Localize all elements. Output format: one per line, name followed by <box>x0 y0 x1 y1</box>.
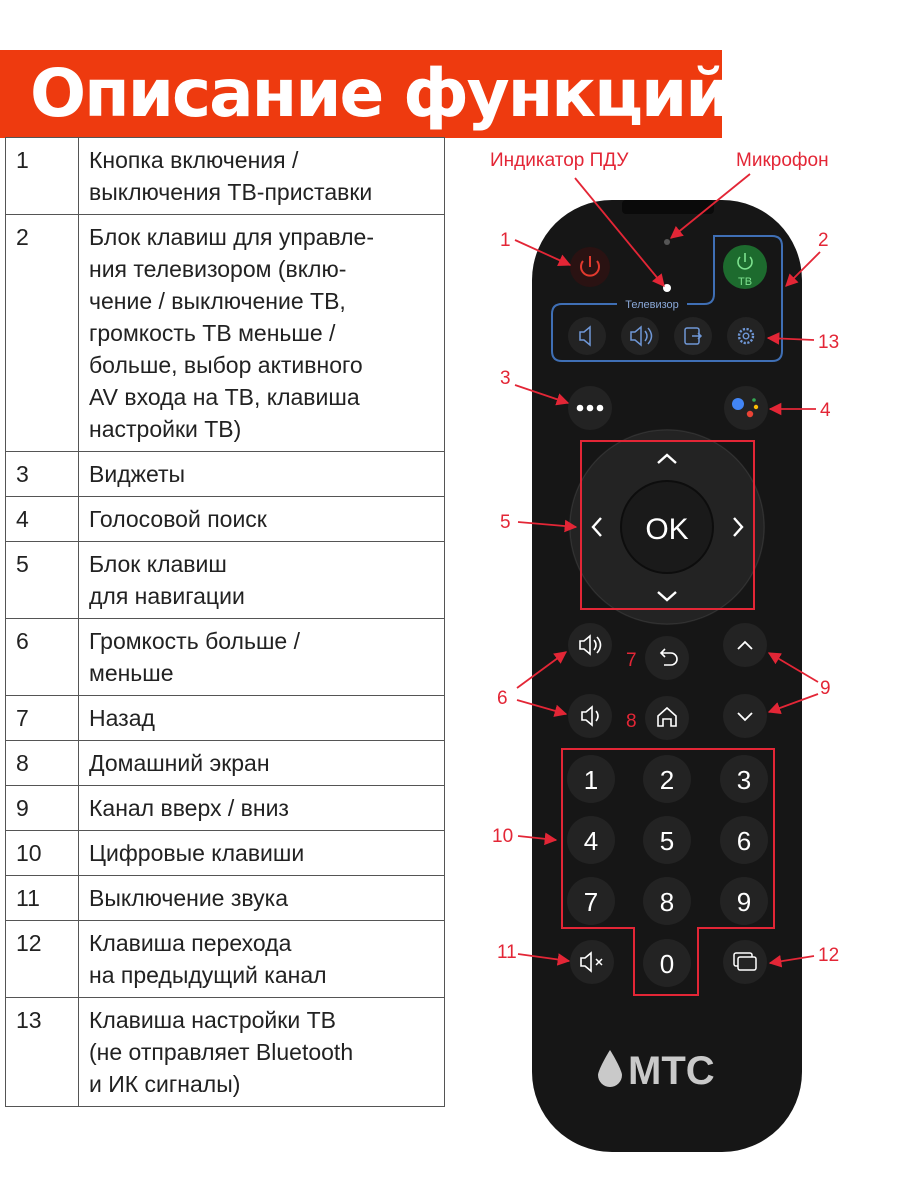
digit-4-button[interactable] <box>567 816 615 864</box>
function-description: Голосовой поиск <box>79 497 445 542</box>
function-number: 12 <box>6 921 79 998</box>
tv-power-button[interactable] <box>723 245 767 289</box>
callout-5: 5 <box>500 512 511 533</box>
ok-label: OK <box>645 513 689 546</box>
function-description: Клавиша перехода на предыдущий канал <box>79 921 445 998</box>
function-description: Клавиша настройки ТВ (не отправляет Bluetooth и ИК сигналы) <box>79 998 445 1107</box>
function-description: Блок клавиш для навигации <box>79 542 445 619</box>
callout-13: 13 <box>818 332 840 353</box>
tv-volume-down-button[interactable] <box>568 317 606 355</box>
function-number: 8 <box>6 741 79 786</box>
function-number: 9 <box>6 786 79 831</box>
callout-3: 3 <box>500 368 511 389</box>
callout-9: 9 <box>820 678 831 699</box>
function-number: 10 <box>6 831 79 876</box>
digit-label: 1 <box>583 765 599 795</box>
callout-2: 2 <box>818 230 829 251</box>
tv-settings-button[interactable] <box>727 317 765 355</box>
function-number: 13 <box>6 998 79 1107</box>
function-number: 4 <box>6 497 79 542</box>
digit-label: 9 <box>736 887 752 917</box>
callout-1: 1 <box>500 230 511 251</box>
indicator-label: Индикатор ПДУ <box>490 150 629 171</box>
callout-10: 10 <box>492 826 514 847</box>
function-description: Блок клавиш для управле- ния телевизором (вклю- чение / выключение ТВ, громкость ТВ меньше / больше, выбор активного AV входа на ТВ, клавиша настройки ТВ) <box>79 215 445 452</box>
previous-channel-button[interactable] <box>723 940 767 984</box>
ok-button[interactable] <box>621 481 713 573</box>
microphone-hole <box>664 239 670 245</box>
volume-up-button[interactable] <box>568 623 612 667</box>
function-description: Канал вверх / вниз <box>79 786 445 831</box>
channel-up-button[interactable] <box>723 623 767 667</box>
home-button[interactable] <box>645 696 689 740</box>
tv-input-button[interactable] <box>674 317 712 355</box>
function-description: Цифровые клавиши <box>79 831 445 876</box>
function-description: Выключение звука <box>79 876 445 921</box>
digit-label: 7 <box>583 887 599 917</box>
digit-2-button[interactable] <box>643 755 691 803</box>
digit-label: 2 <box>659 765 675 795</box>
power-button[interactable] <box>570 247 610 287</box>
digit-label: 3 <box>736 765 752 795</box>
digit-3-button[interactable] <box>720 755 768 803</box>
function-number: 7 <box>6 696 79 741</box>
function-number: 6 <box>6 619 79 696</box>
brand-label: МТС <box>628 1049 715 1093</box>
callout-7: 7 <box>626 650 637 671</box>
function-description: Виджеты <box>79 452 445 497</box>
function-description: Кнопка включения / выключения ТВ-приставки <box>79 138 445 215</box>
more-dots-icon <box>577 405 604 412</box>
digit-7-button[interactable] <box>567 877 615 925</box>
function-number: 1 <box>6 138 79 215</box>
callout-8: 8 <box>626 711 637 732</box>
voice-search-button[interactable] <box>724 386 768 430</box>
function-number: 5 <box>6 542 79 619</box>
digit-label: 0 <box>659 949 675 979</box>
function-description: Назад <box>79 696 445 741</box>
callout-11: 11 <box>497 942 517 963</box>
mute-button[interactable] <box>570 940 614 984</box>
function-number: 11 <box>6 876 79 921</box>
digit-8-button[interactable] <box>643 877 691 925</box>
widgets-button[interactable] <box>568 386 612 430</box>
back-button[interactable] <box>645 636 689 680</box>
function-number: 2 <box>6 215 79 452</box>
digit-label: 5 <box>659 826 675 856</box>
callout-6: 6 <box>497 688 508 709</box>
digit-1-button[interactable] <box>567 755 615 803</box>
callout-4: 4 <box>820 400 831 421</box>
tv-volume-up-button[interactable] <box>621 317 659 355</box>
tv-block-label: Телевизор <box>625 299 679 311</box>
digit-6-button[interactable] <box>720 816 768 864</box>
tv-button-label: ТВ <box>737 276 753 288</box>
volume-down-button[interactable] <box>568 694 612 738</box>
page-title: Описание функций <box>30 55 730 132</box>
callout-12: 12 <box>818 945 840 966</box>
function-number: 3 <box>6 452 79 497</box>
digit-9-button[interactable] <box>720 877 768 925</box>
remote-top-cap <box>622 200 714 214</box>
digit-label: 8 <box>659 887 675 917</box>
channel-down-button[interactable] <box>723 694 767 738</box>
digit-label: 6 <box>736 826 752 856</box>
digit-5-button[interactable] <box>643 816 691 864</box>
digit-label: 4 <box>583 826 599 856</box>
microphone-label: Микрофон <box>736 150 829 171</box>
function-description: Громкость больше / меньше <box>79 619 445 696</box>
digit-0-button[interactable] <box>643 939 691 987</box>
function-description: Домашний экран <box>79 741 445 786</box>
